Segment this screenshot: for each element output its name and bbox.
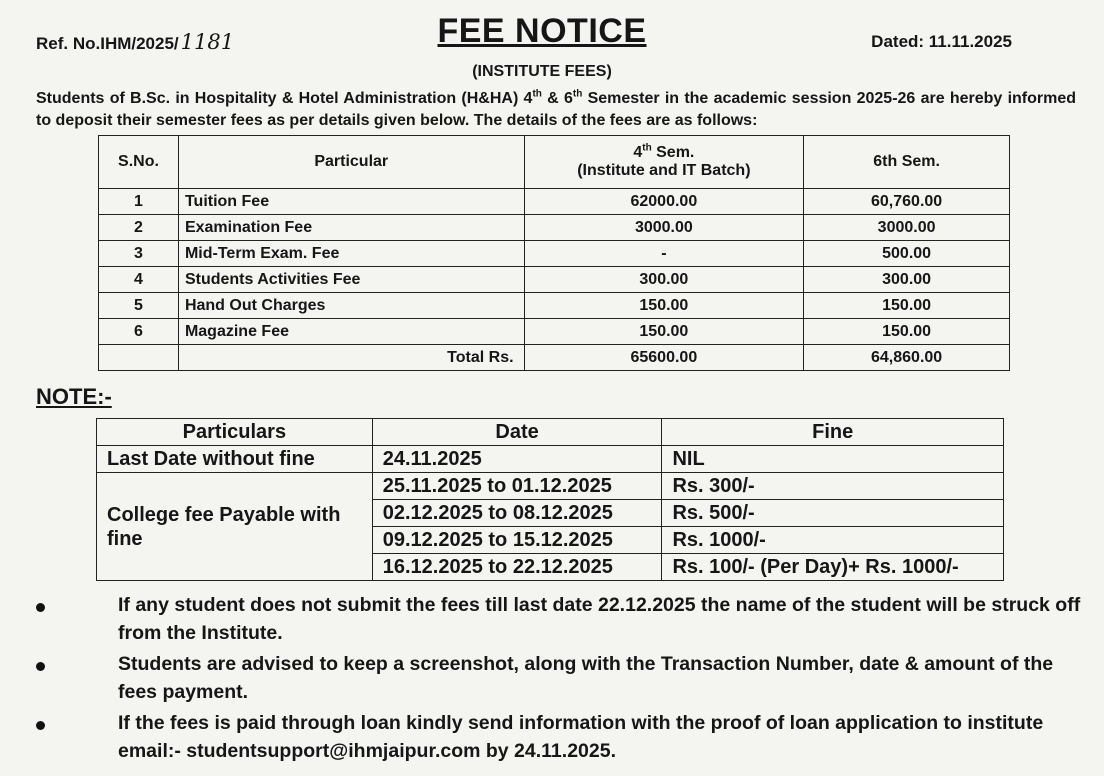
- row-particular: Hand Out Charges: [178, 293, 524, 319]
- row-sem4: -: [524, 241, 804, 267]
- intro-text-3: Semester in the academic session 2025-26 are hereby informed to deposit their semester fees as per details given below. The details of the fees are as follows:: [36, 90, 1077, 129]
- row-sem6: 3000.00: [804, 215, 1010, 241]
- header-fine: Fine: [662, 419, 1004, 446]
- bullet-text: If the fees is paid through loan kindly send information with the proof of loan application to institute email:- studentsupport@ihmjaipur.com by 24.11.2025.: [118, 712, 1044, 762]
- row-sem4: 3000.00: [524, 215, 804, 241]
- fine-amount: Rs. 1000/-: [662, 527, 1004, 554]
- list-item: [36, 710, 1086, 765]
- total-sem4: 65600.00: [524, 345, 804, 371]
- header-particular: Particular: [178, 136, 524, 189]
- fee-table-header: [99, 136, 1010, 189]
- table-row: [97, 473, 1004, 500]
- bullet-text: Students are advised to keep a screenshot, along with the Transaction Number, date & amount of the fees payment.: [118, 653, 1054, 703]
- row-sno: 3: [99, 241, 179, 267]
- row-sem4: 300.00: [524, 267, 804, 293]
- header-particulars: Particulars: [97, 419, 373, 446]
- row-sem6: 300.00: [804, 267, 1010, 293]
- fine-amount: Rs. 100/- (Per Day)+ Rs. 1000/-: [662, 554, 1004, 581]
- ref-handwritten-number: 1181: [180, 30, 235, 54]
- intro-text-1: Students of B.Sc. in Hospitality & Hotel Administration (H&HA) 4: [36, 90, 533, 107]
- table-row: [99, 241, 1010, 267]
- table-row: [99, 293, 1010, 319]
- ref-prefix: Ref. No.IHM/2025/: [36, 34, 179, 53]
- sem4-subtitle: (Institute and IT Batch): [577, 162, 751, 179]
- sem4-sup: th: [642, 142, 652, 154]
- row-sem6: 500.00: [804, 241, 1010, 267]
- total-row: [99, 345, 1010, 371]
- row-sem6: 60,760.00: [804, 189, 1010, 215]
- fine-amount: Rs. 300/-: [662, 473, 1004, 500]
- total-empty-cell: [99, 345, 179, 371]
- last-date-value: 24.11.2025: [372, 446, 662, 473]
- sem4-number: 4: [633, 144, 643, 161]
- note-heading: NOTE:-: [36, 384, 112, 409]
- row-sno: 5: [99, 293, 179, 319]
- intro-text-2: & 6: [541, 90, 573, 107]
- bullet-icon: [36, 662, 45, 671]
- notice-date: Dated: 11.11.2025: [871, 32, 1012, 51]
- table-row: [99, 319, 1010, 345]
- notes-list: [36, 592, 1086, 769]
- row-particular: Mid-Term Exam. Fee: [178, 241, 524, 267]
- fine-date: 16.12.2025 to 22.12.2025: [372, 554, 662, 581]
- row-sno: 6: [99, 319, 179, 345]
- row-sno: 1: [99, 189, 179, 215]
- header-6th-sem: 6th Sem.: [804, 136, 1010, 189]
- fine-table: [96, 418, 1004, 581]
- bullet-text: If any student does not submit the fees till last date 22.12.2025 the name of the student will be struck off from the Institute.: [118, 594, 1081, 644]
- table-row: [99, 189, 1010, 215]
- row-sno: 2: [99, 215, 179, 241]
- page-subtitle: (INSTITUTE FEES): [472, 63, 612, 80]
- row-sem4: 150.00: [524, 319, 804, 345]
- fee-table: [98, 135, 1010, 371]
- header-sno: S.No.: [99, 136, 179, 189]
- row-particular: Students Activities Fee: [178, 267, 524, 293]
- last-date-label: Last Date without fine: [97, 446, 373, 473]
- row-particular: Magazine Fee: [178, 319, 524, 345]
- row-sno: 4: [99, 267, 179, 293]
- intro-sup-1: th: [532, 88, 542, 100]
- fine-date: 25.11.2025 to 01.12.2025: [372, 473, 662, 500]
- table-row: [99, 267, 1010, 293]
- bullet-icon: [36, 721, 45, 730]
- total-sem6: 64,860.00: [804, 345, 1010, 371]
- list-item: [36, 592, 1086, 647]
- header-date: Date: [372, 419, 662, 446]
- table-row: [99, 215, 1010, 241]
- row-particular: Tuition Fee: [178, 189, 524, 215]
- fine-amount: Rs. 500/-: [662, 500, 1004, 527]
- sem4-label: Sem.: [651, 144, 695, 161]
- intro-paragraph: [36, 88, 1076, 132]
- fine-table-header: [97, 419, 1004, 446]
- row-sem4: 150.00: [524, 293, 804, 319]
- row-particular: Examination Fee: [178, 215, 524, 241]
- intro-sup-2: th: [572, 88, 583, 100]
- header-4th-sem: [524, 136, 804, 189]
- fine-date: 02.12.2025 to 08.12.2025: [372, 500, 662, 527]
- last-date-fine: NIL: [662, 446, 1004, 473]
- row-sem4: 62000.00: [524, 189, 804, 215]
- bullet-icon: [36, 603, 45, 612]
- fine-group-label: College fee Payable with fine: [97, 473, 373, 581]
- list-item: [36, 651, 1086, 706]
- row-sem6: 150.00: [804, 293, 1010, 319]
- last-date-row: [97, 446, 1004, 473]
- page-title: FEE NOTICE: [437, 12, 647, 50]
- row-sem6: 150.00: [804, 319, 1010, 345]
- fine-date: 09.12.2025 to 15.12.2025: [372, 527, 662, 554]
- total-label: Total Rs.: [178, 345, 524, 371]
